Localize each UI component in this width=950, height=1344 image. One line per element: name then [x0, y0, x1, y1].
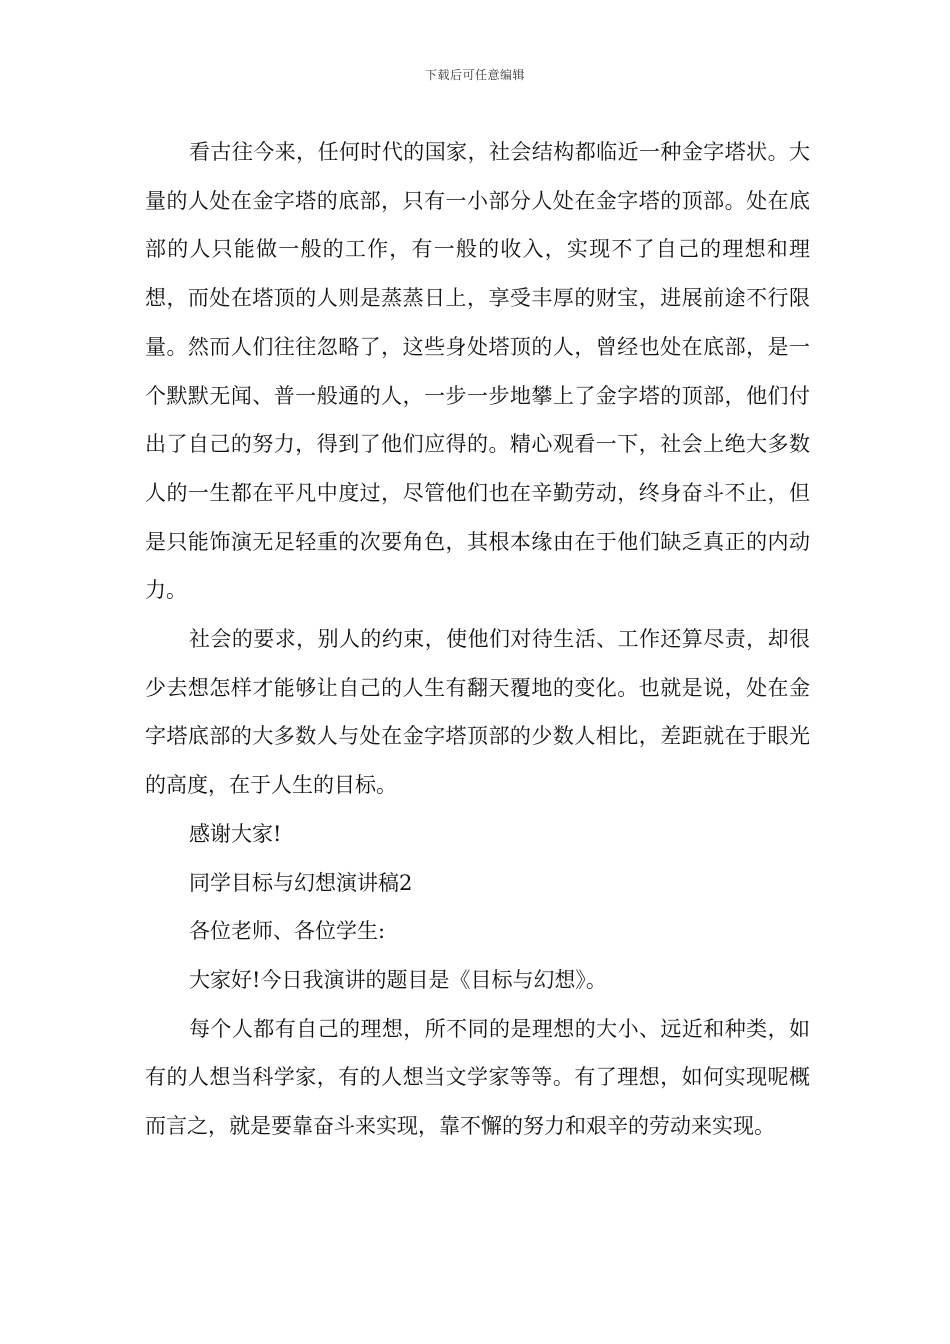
- paragraph-thanks: 感谢大家!: [189, 821, 282, 846]
- speech-title: 同学目标与幻想演讲稿2: [189, 870, 413, 895]
- salutation: 各位老师、各位学生:: [189, 919, 386, 944]
- paragraph-social-requirements: 社会的要求，别人的约束，使他们对待生活、工作还算尽责，却很少去想怎样才能够让自己的人生有翻天覆地的变化。也就是说，处在金字塔底部的大多数人与处在金字塔顶部的少数人相比，差距就在于眼光的高度，在于人生的目标。: [145, 627, 810, 798]
- paragraph-ideals: 每个人都有自己的理想，所不同的是理想的大小、远近和种类，如有的人想当科学家，有的人想当文学家等等。有了理想，如何实现呢概而言之，就是要靠奋斗来实现，靠不懈的努力和艰辛的劳动来实现。: [145, 1016, 810, 1139]
- paragraph-pyramid-society: 看古往今来，任何时代的国家，社会结构都临近一种金字塔状。大量的人处在金字塔的底部，只有一小部分人处在金字塔的顶部。处在底部的人只能做一般的工作，有一般的收入，实现不了自己的理想和理想，而处在塔顶的人则是蒸蒸日上，享受丰厚的财宝，进展前途不行限量。然而人们往往忽略了，这些身处塔顶的人，曾经也处在底部，是一个默默无闻、普一般通的人，一步一步地攀上了金字塔的顶部，他们付出了自己的努力，得到了他们应得的。精心观看一下，社会上绝大多数人的一生都在平凡中度过，尽管他们也在辛勤劳动，终身奋斗不止，但是只能饰演无足轻重的次要角色，其根本缘由在于他们缺乏真正的内动力。: [145, 140, 810, 603]
- page-header: 下载后可任意编辑: [424, 68, 525, 82]
- paragraph-greeting: 大家好!今日我演讲的题目是《目标与幻想》。: [189, 967, 607, 992]
- document-body: [145, 128, 810, 1151]
